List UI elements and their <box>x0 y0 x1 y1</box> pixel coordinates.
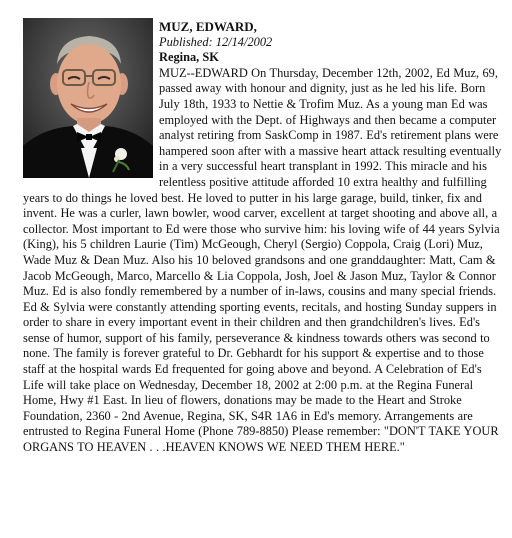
location: Regina, SK <box>159 50 219 65</box>
published-date: Published: 12/14/2002 <box>159 34 273 49</box>
deceased-name: MUZ, EDWARD, <box>159 19 257 34</box>
portrait-photo <box>23 18 153 178</box>
obituary-text: MUZ--EDWARD On Thursday, December 12th, 2002, Ed Muz, 69, passed away with honour and dignity, just as he led his life. Born July 18th, 1933 to Nettie & Trofim Muz. As a young man Ed was employed with the Dept. of Highways and then became a computer analyst retiring from SaskComp in 1987. Ed's retirement plans were hampered soon after with a massive heart attack resulting eventually in a very successful heart transplant in 1992. This miracle and his relentless positive attitude afforded 10 extra healthy and fulfilling years to do things he loved best. He loved to putter in his large garage, build, tinker, fix and invent. He was a curler, lawn bowler, wood carver, excellent at target shooting and above all, a collector. Most important to Ed were those who survive him: his loving wife of 44 years Sylvia (King), his 5 children Laurie (Tim) McGeough, Cheryl (Sergio) Coppola, Craig (Lori) Muz, Wade Muz & Dean Muz. Also his 10 beloved grandsons and one granddaughter: Matt, Cam & Jacob McGeough, Marco, Marcello & Lia Coppola, Josh, Joel & Jason Muz, Taylor & Connor Muz. Ed is also fondly remembered by a number of in-laws, cousins and many special friends. Ed & Sylvia were constantly attending sporting events, recitals, and hosting Sunday suppers in order to share in every important event in their children and then grandchildren's lives. Ed's sense of humor, support of his family, perseverance & kindness towards others was second to none. The family is forever grateful to Dr. Gebhardt for his support & expertise and to those staff at the hospital wards Ed frequented for going above and beyond. A Celebration of Ed's Life will take place on Wednesday, December 18, 2002 at 2:00 p.m. at the Regina Funeral Home, Hwy #1 East. In lieu of flowers, donations may be made to the Heart and Stroke Foundation, 2360 - 2nd Avenue, Regina, SK, S4R 1A6 in Ed's memory. Arrangements are entrusted to Regina Funeral Home (Phone 789-8850) Please remember: "DON'T TAKE YOUR ORGANS TO HEAVEN . . .HEAVEN KNOWS WE NEED THEM HERE." <box>23 65 502 455</box>
portrait-image <box>23 18 153 178</box>
